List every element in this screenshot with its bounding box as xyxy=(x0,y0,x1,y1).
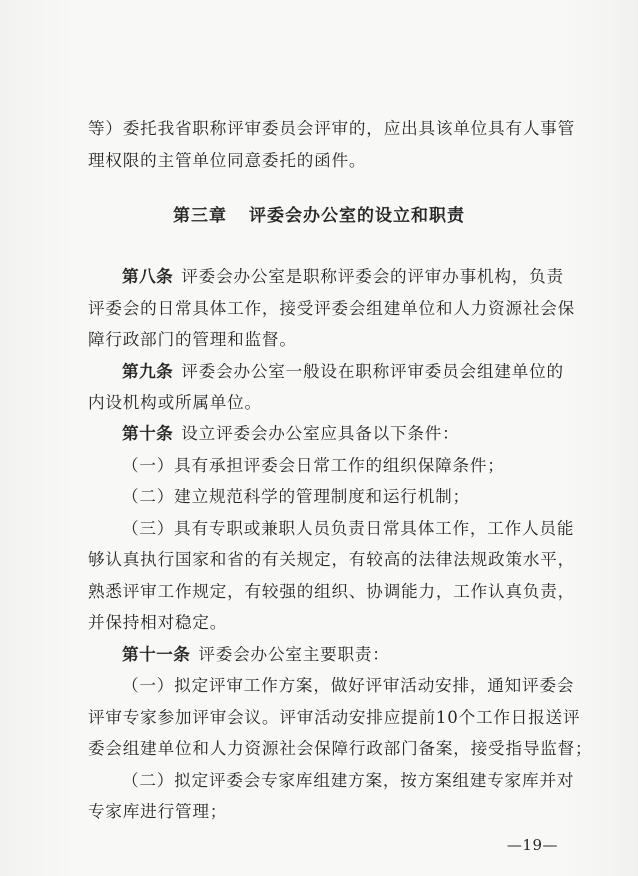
list-item: （二）建立规范科学的管理制度和运行机制； xyxy=(122,487,470,506)
list-item: （一）具有承担评委会日常工作的组织保障条件； xyxy=(122,456,505,475)
article-label: 第八条 xyxy=(122,267,174,286)
article-text: 设立评委会办公室应具备以下条件： xyxy=(181,424,460,443)
article-label: 第九条 xyxy=(122,362,174,381)
article-label: 第十一条 xyxy=(122,645,191,664)
list-item: （一）拟定评审工作方案，做好评审活动安排，通知评委会 xyxy=(122,676,575,695)
article-text: 评委会办公室一般设在职称评审委员会组建单位的 xyxy=(181,362,564,381)
article-8 xyxy=(122,267,564,287)
text-line: 内设机构或所属单位。 xyxy=(88,393,262,412)
text-line: 理权限的主管单位同意委托的函件。 xyxy=(88,151,367,170)
list-item: （三）具有专职或兼职人员负责日常具体工作，工作人员能 xyxy=(122,519,575,538)
article-text: 评委会办公室主要职责： xyxy=(198,645,390,664)
page-number: —19— xyxy=(506,836,558,854)
text-line: 专家库进行管理； xyxy=(88,802,228,821)
article-11 xyxy=(122,645,390,665)
text-line: 等）委托我省职称评审委员会评审的，应出具该单位具有人事管 xyxy=(88,119,576,138)
text-line: 委会组建单位和人力资源社会保障行政部门备案，接受指导监督； xyxy=(88,739,593,758)
chapter-title: 评委会办公室的设立和职责 xyxy=(249,206,465,226)
text-line: 熟悉评审工作规定，有较强的组织、协调能力，工作认真负责， xyxy=(88,582,576,601)
chapter-heading xyxy=(0,205,638,227)
article-text: 评委会办公室是职称评委会的评审办事机构，负责 xyxy=(181,267,564,286)
text-line: 评审专家参加评审会议。评审活动安排应提前10个工作日报送评 xyxy=(88,708,581,727)
article-9 xyxy=(122,362,564,382)
text-line: 评委会的日常具体工作，接受评委会组建单位和人力资源社会保 xyxy=(88,299,576,318)
list-item: （二）拟定评委会专家库组建方案，按方案组建专家库并对 xyxy=(122,771,575,790)
article-10 xyxy=(122,424,460,444)
text-line: 够认真执行国家和省的有关规定，有较高的法律法规政策水平， xyxy=(88,550,576,569)
chapter-number: 第三章 xyxy=(173,206,227,226)
text-line: 并保持相对稳定。 xyxy=(88,613,228,632)
text-line: 障行政部门的管理和监督。 xyxy=(88,330,297,349)
article-label: 第十条 xyxy=(122,424,174,443)
